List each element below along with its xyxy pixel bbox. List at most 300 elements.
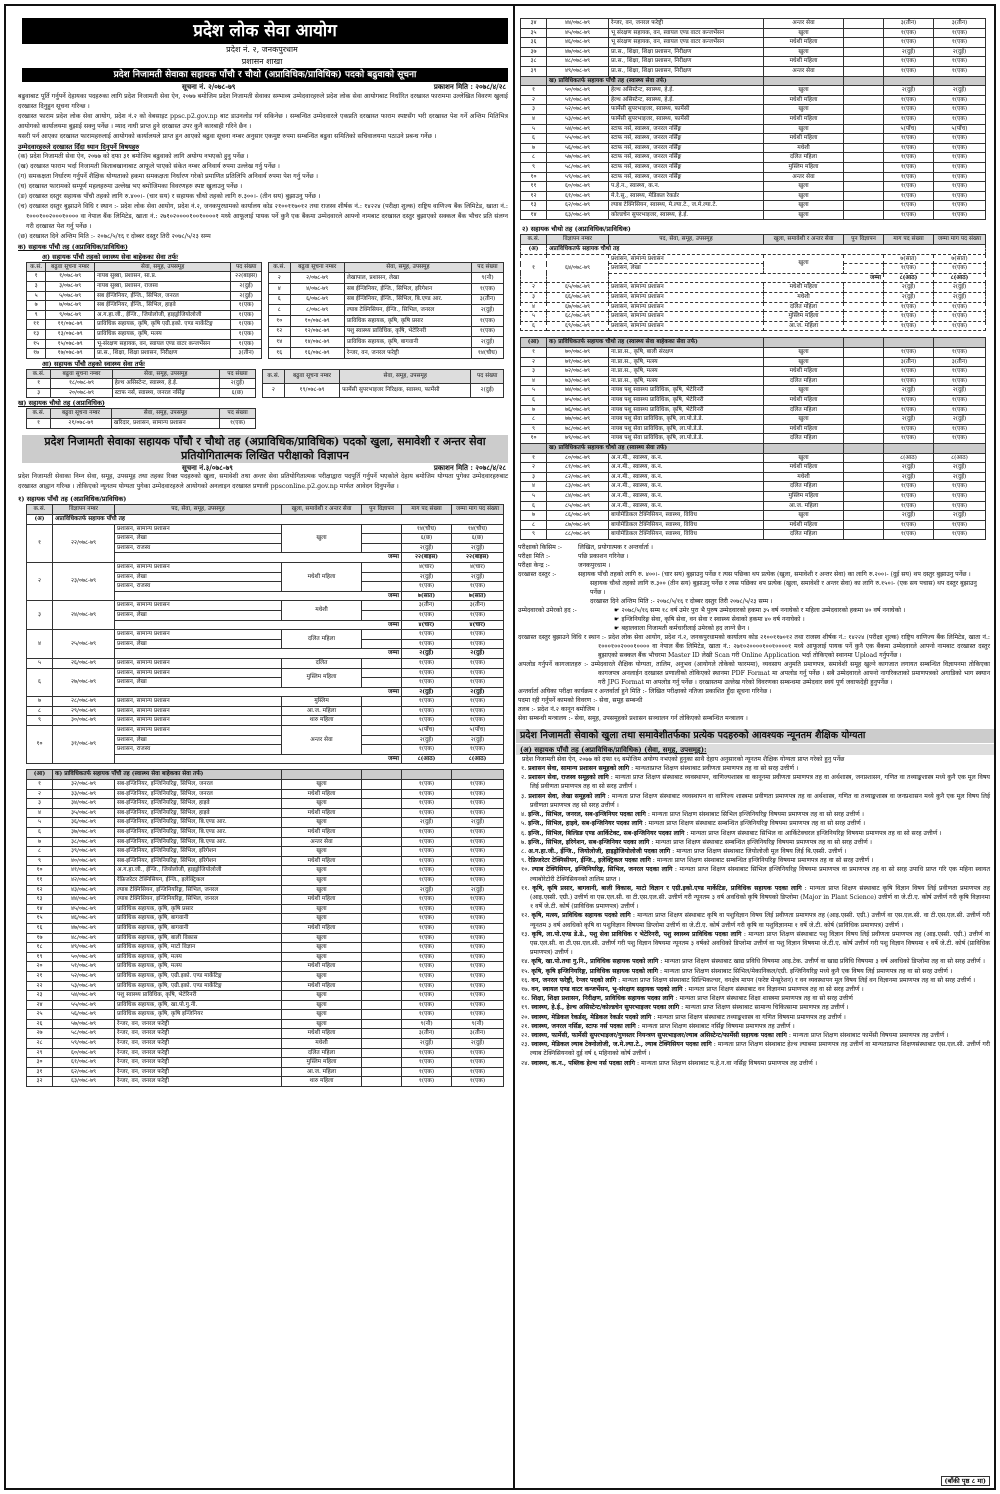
serial-number: ४ bbox=[27, 808, 53, 818]
ad-number: ७०/०७८-७९ bbox=[547, 348, 609, 358]
serial-number: ७ bbox=[521, 405, 547, 415]
serial-number: २ bbox=[263, 384, 285, 398]
service-group: बायोमेडिकल टेक्निसियन, स्वास्थ्य, विविध bbox=[609, 530, 764, 540]
notice1-title: प्रदेश निजामती सेवाका सहायक पाँचौ र चौथो (अप्राविधिक/प्राविधिक) पदको बढुवाको सूचना bbox=[22, 68, 508, 82]
readvertise-cell bbox=[844, 293, 884, 303]
column-header: माग पद संख्या bbox=[884, 235, 934, 245]
column-header: बढुवा सूचना नम्बर bbox=[51, 369, 112, 379]
qualification-number: २४. bbox=[521, 1059, 532, 1067]
ad-number: ५५/०७८-७९ bbox=[53, 1000, 115, 1010]
service-group: स्टाफ नर्स, स्वास्थ्य, जनरल नर्सिङ्ग bbox=[609, 162, 764, 172]
table-header-row bbox=[521, 235, 986, 245]
serial-number: २८ bbox=[27, 1039, 53, 1049]
table-row bbox=[521, 511, 986, 521]
readvertise-cell bbox=[844, 201, 884, 211]
category: खुला bbox=[764, 124, 844, 134]
qualification-text: : मान्यता प्राप्त शिक्षण संस्थाबाट फार्मेसी विषयमा प्रमाणपत्र तह उत्तीर्ण । bbox=[786, 1031, 949, 1039]
section-a: अ) सहायक पाँचौ तहको स्वास्थ्य सेवा बाहेकका सेवा तर्फः bbox=[42, 252, 178, 261]
service-group: नायब सुब्बा, प्रशासन, सा.प्र. bbox=[94, 272, 230, 282]
service-group: स्टाफ नर्स, स्वास्थ्य, जनरल नर्सिङ्ग bbox=[112, 388, 219, 398]
ad-number: ६७/०७८-७९ bbox=[547, 302, 609, 312]
post-count: ३(तीन) bbox=[231, 349, 262, 359]
table-row bbox=[521, 302, 986, 312]
ad-number: ५६/०७८-७९ bbox=[547, 143, 609, 153]
section-kha: ख) सहायक चौथो तह (अप्राविधिक) bbox=[18, 399, 106, 408]
section-title: अप्राविधिकतर्फ सहायक चौथो तह bbox=[547, 245, 986, 255]
table-row bbox=[521, 491, 986, 501]
service-group: सब ईन्जिनियर, ईन्जि., सिभिल, हाइवे bbox=[94, 301, 230, 311]
table-header-row bbox=[27, 409, 256, 419]
column-header: पद संख्या bbox=[220, 409, 256, 419]
total-demand-count: १(एक) bbox=[934, 302, 986, 312]
total-label: जम्मा bbox=[115, 553, 402, 563]
service-group: नायब पशु सेवा प्राविधिक, कृषि, ला.पो.डे.डे. bbox=[609, 424, 764, 434]
qualification-post: अ.ग.हा.जी., ईन्जि., जियोलोजी, हाइड्रोजियोलोजी पदका लागि bbox=[528, 847, 671, 855]
service-group: नायब पशु स्वास्थ्य प्राविधिक, कृषि, भेटेरिनरी bbox=[609, 405, 764, 415]
serial-number: ४ bbox=[521, 302, 547, 312]
serial-number: ३ bbox=[27, 388, 51, 398]
ad-number: ६१/०७८-७९ bbox=[547, 191, 609, 201]
post-count: २(दुई) bbox=[471, 337, 503, 348]
serial-number: १ bbox=[521, 86, 547, 96]
table-row bbox=[521, 386, 986, 396]
table-row bbox=[27, 808, 504, 818]
total-demand-count: १(एक) bbox=[934, 376, 986, 386]
total-demand-count: १(एक) bbox=[452, 1010, 504, 1020]
serial-number: ५ bbox=[27, 818, 53, 828]
category: अन्तर सेवा bbox=[764, 19, 844, 29]
table-header-row bbox=[269, 262, 504, 273]
category: खुला bbox=[764, 105, 844, 115]
qualification-item bbox=[516, 1031, 994, 1040]
ad-number: ५९/०७८-७९ bbox=[53, 1039, 115, 1049]
notice1-point: (छ) दरखास्त दिने अन्तिम मिति :- २०७८/५/१६ र दोब्बर दस्तुर तिरी २०७८/५/२३ सम्म bbox=[18, 232, 211, 240]
total-demand-count: २(दुई) bbox=[452, 543, 504, 553]
category: मधेशी महिला bbox=[764, 520, 844, 530]
readvertise-cell bbox=[362, 1000, 402, 1010]
demand-count: १(एक) bbox=[402, 630, 452, 640]
info-label bbox=[518, 579, 578, 597]
service-group: अ.न.मी., स्वास्थ्य, क.न. bbox=[609, 491, 764, 501]
total-demand-count: ८(आठ) bbox=[934, 453, 986, 463]
serial-number: ९ bbox=[521, 424, 547, 434]
service-group: स्टाफ नर्स, स्वास्थ्य, जनरल नर्सिङ्ग bbox=[609, 124, 764, 134]
total-value: ७(सात) bbox=[402, 591, 452, 601]
readvertise-cell bbox=[362, 971, 402, 981]
ad-number: ४५/०७८-७९ bbox=[547, 28, 609, 38]
serial-number: ३ bbox=[521, 367, 547, 377]
category: दलित महिला bbox=[764, 302, 844, 312]
total-demand-count: १(एक) bbox=[452, 981, 504, 991]
serial-number: ५ bbox=[521, 312, 547, 322]
readvertise-cell bbox=[362, 1058, 402, 1068]
service-group: प्रशासन, राजस्व bbox=[115, 543, 282, 553]
notice-number: ४/०७८-७९ bbox=[290, 284, 344, 295]
table-row bbox=[521, 153, 986, 163]
ad-number: ३०/०७८-७९ bbox=[53, 716, 115, 726]
empty-cell bbox=[934, 76, 986, 86]
table-row bbox=[27, 789, 504, 799]
sec1-table-wrapper bbox=[12, 504, 512, 1087]
readvertise-cell bbox=[844, 283, 884, 293]
category: खुला bbox=[764, 182, 844, 192]
service-group: प्रशासन, सामान्य प्रशासन bbox=[609, 321, 764, 331]
total-demand-count: १(एक) bbox=[452, 582, 504, 592]
readvertise-cell bbox=[362, 904, 402, 914]
qualification-number: २३. bbox=[521, 1041, 532, 1049]
service-group: प्रशासन, सामान्य प्रशासन bbox=[115, 658, 282, 668]
service-group: प्रा.स., शिक्षा, शिक्षा प्रशासन, निरीक्षण bbox=[609, 47, 764, 57]
readvertise-cell bbox=[362, 991, 402, 1001]
demand-count: २(दुई) bbox=[402, 543, 452, 553]
demand-count: १(एक) bbox=[884, 482, 934, 492]
demand-count: १(एक) bbox=[402, 745, 452, 755]
serial-number: १२ bbox=[27, 885, 53, 895]
table-row bbox=[521, 321, 986, 331]
table-row bbox=[521, 424, 986, 434]
service-group: प्राविधिक सहायक, कृषि, कृषि इन्जिनियर bbox=[115, 1010, 282, 1020]
table-kha-wrapper bbox=[12, 408, 512, 428]
post-count: ६(छ) bbox=[219, 388, 255, 398]
demand-count: २(दुई) bbox=[402, 1039, 452, 1049]
qualification-post: इन्जि., सिभिल, इरिगेशन, सब-इन्जिनियर पदका लागि bbox=[528, 838, 650, 846]
service-group: सब-इन्जिनियर, इन्जिनियरिङ्ग, सिभिल, हाइवे bbox=[115, 808, 282, 818]
service-group: स्टाफ नर्स, स्वास्थ्य, जनरल नर्सिङ्ग bbox=[609, 143, 764, 153]
total-value: ८(आठ) bbox=[402, 754, 452, 764]
table-header-row bbox=[27, 262, 262, 272]
qualification-number: ३. bbox=[521, 792, 529, 800]
category: दलित bbox=[282, 658, 362, 668]
demand-count: १(एक) bbox=[884, 162, 934, 172]
readvertise-cell bbox=[844, 143, 884, 153]
demand-count: १(एक) bbox=[884, 182, 934, 192]
ad-number: ६०/०७८-७९ bbox=[547, 182, 609, 192]
info-line bbox=[518, 543, 990, 552]
qualification-post: स्वास्थ्य, हे.ई., हेल्थ असिस्टेन्ट/कोल्डचेन सुपरभाइजर पदका लागि bbox=[531, 1004, 680, 1012]
demand-count: १(एक) bbox=[402, 981, 452, 991]
readvertise-cell bbox=[844, 386, 884, 396]
service-group: प्रशासन, सामान्य प्रशासन bbox=[609, 283, 764, 293]
qualification-item bbox=[516, 810, 994, 819]
readvertise-cell bbox=[844, 66, 884, 76]
notice-number: १०/०७८-७९ bbox=[290, 316, 344, 327]
demand-count: १(एक) bbox=[402, 847, 452, 857]
service-group: अ.ग.हा.जी., ईन्जि., जियोलोजी, हाइड्रोजियोलोजी bbox=[94, 310, 230, 320]
table-row bbox=[27, 601, 504, 611]
service-group: पशु स्वास्थ्य प्राविधिक, कृषि, भेटेरिनरी bbox=[115, 991, 282, 1001]
total-demand-count: १(एक) bbox=[934, 367, 986, 377]
column-header: पुन विज्ञापन bbox=[844, 235, 884, 245]
serial-number: ३ bbox=[521, 472, 547, 482]
table-row bbox=[27, 875, 504, 885]
service-group: प्रशासन, सामान्य प्रशासन bbox=[115, 726, 282, 736]
ad-number: २२/०७८-७९ bbox=[53, 524, 115, 562]
readvertise-cell bbox=[844, 57, 884, 67]
service-group: बायोमेडिकल टेक्निसियन, स्वास्थ्य, विविध bbox=[609, 511, 764, 521]
section-aa: आ) सहायक पाँचौ तहको स्वास्थ्य सेवा तर्फः bbox=[42, 359, 145, 368]
notice1-paragraph: यसरी पर्न आएका दरखास्त फारामहरुलाई आयोगको कार्यालयले प्राप्त हुन आएको बढुवा सूचना नम्बर अनुसार एकमुष्ट रुपमा सम्बन्धित बढुवा समितिको सचिवालयमा पठाउने प्रबन्ध गर्नेछ । bbox=[18, 132, 437, 140]
total-demand-count: १(एक) bbox=[452, 630, 504, 640]
table-row bbox=[27, 780, 504, 790]
table-row bbox=[27, 1058, 504, 1068]
table-row bbox=[27, 281, 262, 291]
category: खुला bbox=[764, 415, 844, 425]
qualification-number: ६. bbox=[521, 829, 529, 837]
category: खुला bbox=[282, 952, 362, 962]
total-demand-count: २(दुई) bbox=[452, 572, 504, 582]
table-row bbox=[521, 283, 986, 293]
readvertise-cell bbox=[362, 1048, 402, 1058]
demand-count: २(दुई) bbox=[402, 735, 452, 745]
qualification-text: : मान्यता प्राप्त शिक्षण संस्थाबाट सिभिल/मेकानिकल/एग्री. इन्जिनियरिङ्ग मध्ये कुनै एक विषय लिई प्रमाणपत्र तह वा सो सरह उत्तीर्ण । bbox=[658, 967, 953, 975]
ad-number: ४४/०७८-७९ bbox=[53, 895, 115, 905]
serial-number: १ bbox=[27, 419, 51, 429]
serial-number: ६ bbox=[27, 828, 53, 838]
demand-count: १(एक) bbox=[402, 952, 452, 962]
serial-number: २ bbox=[521, 283, 547, 293]
ad-number: ५४/०७८-७९ bbox=[53, 991, 115, 1001]
table-row bbox=[27, 885, 504, 895]
category: आ.ज. महिला bbox=[764, 501, 844, 511]
section-mark: (आ) bbox=[27, 770, 53, 780]
section-title: अप्राविधिकतर्फ सहायक पाँचौ तह bbox=[53, 515, 504, 525]
category: मधेशी bbox=[764, 472, 844, 482]
qualification-post: प्रशासन सेवा, लेखा समूहको लागि bbox=[528, 792, 606, 800]
table-row bbox=[27, 914, 504, 924]
ad-number: २३/०७८-७९ bbox=[53, 562, 115, 600]
category: खुला bbox=[282, 524, 362, 553]
demand-count: १(एक) bbox=[402, 866, 452, 876]
column-divider bbox=[513, 6, 515, 1488]
category: खुला bbox=[764, 210, 844, 220]
qualification-post: वन, जनरल फरेष्ट्री, रेन्जर पदको लागि bbox=[531, 976, 617, 984]
sec2-title: २) सहायक चौथो तह (अप्राविधिक/प्राविधिक) bbox=[522, 225, 631, 234]
service-group: बायोमेडिकल टेक्निसियन, स्वास्थ्य, विविध bbox=[609, 520, 764, 530]
info-label: परीक्षा मिति :- bbox=[518, 552, 551, 560]
qualification-item bbox=[516, 976, 994, 985]
total-label: जम्मा bbox=[115, 591, 402, 601]
notice1-paragraph: दरखास्त फाराम प्रदेश लोक सेवा आयोग, प्रदेश नं.२ को वेबसाइट ppsc.p2.gov.np बाट डाउनलोड गर्न सकिनेछ । सम्बन्धित उम्मेदवारले एकप्रति दरखास्त फाराम स्पष्टसँग भरी दरखास्त पेश गर्ने अन्तिम मितिभित्र आयोगको कार्यालयमा बुझाई सक्नु पर्नेछ । म्याद नाघी प्राप्त हुने दरखास्त उपर कुनै कारबाही गरिने छैन । bbox=[18, 112, 508, 130]
ad-number: ६८/०७८-७९ bbox=[547, 312, 609, 322]
readvertise-cell bbox=[362, 933, 402, 943]
demand-count: १(एक) bbox=[884, 501, 934, 511]
qualification-number: १४. bbox=[521, 958, 532, 966]
readvertise-cell bbox=[844, 367, 884, 377]
category: मधेशी महिला bbox=[282, 808, 362, 818]
qualification-item bbox=[516, 764, 994, 773]
total-value: ४(चार) bbox=[402, 620, 452, 630]
notice-number: १७/०७८-७९ bbox=[46, 349, 95, 359]
empty-cell bbox=[402, 770, 452, 780]
notice-number: २/०७८-७९ bbox=[290, 273, 344, 284]
age-point bbox=[614, 615, 905, 624]
table-row bbox=[27, 837, 504, 847]
category: मधेशी महिला bbox=[282, 981, 362, 991]
qualification-number: २२. bbox=[521, 1031, 532, 1039]
category: खुला bbox=[764, 254, 844, 273]
qualification-number: १३. bbox=[521, 930, 532, 938]
service-group: सब ईन्जिनियर, ईन्जि., सिभिल, बि.एण्ड आर. bbox=[344, 294, 471, 305]
demand-count: १(एक) bbox=[402, 582, 452, 592]
demand-count: २(दुई) bbox=[884, 86, 934, 96]
table-row bbox=[27, 904, 504, 914]
total-demand-count: १(एक) bbox=[452, 847, 504, 857]
total-demand-count: १(एक) bbox=[452, 668, 504, 678]
service-group: प्राविधिक सहायक, कृषि, बागवानी bbox=[115, 923, 282, 933]
demand-count: १(एक) bbox=[884, 530, 934, 540]
ad-number: ८३/०७८-७९ bbox=[547, 482, 609, 492]
category: अन्तर सेवा bbox=[282, 837, 362, 847]
readvertise-cell bbox=[844, 424, 884, 434]
serial-number: २ bbox=[521, 357, 547, 367]
upload-docs-text: उम्मेदवारले शैक्षिक योग्यता, तालिम, अनुभव (आयोगले तोकेको फारममा), व्यवसाय अनुमति प्रमाणपत्र, समावेशी समूह खुल्ने कागजात लगायत सम्बन्धित विज्ञापनमा तोकिएका कागजपत्र अनलाईन दरखास्त प्रणालीको तोकिएको स्थानमा PDF Format मा अपलोड गर्नु पर्नेछ । सबै उम्मेदवारले आफ्नो नागरिकताको प्रमाणपत्रको अगाडिको भाग स्क्यान गरी JPG Format मा अपलोड गर्नु पर्नेछ । दरखास्तमा उल्लेख गरेको विवरणका सम्बन्धमा उम्मेदवार स्वयं पूर्ण जवाफदेही हुनुपर्नेछ । bbox=[591, 660, 990, 686]
readvertise-cell bbox=[844, 415, 884, 425]
ad-number: ४४/०७८-७९ bbox=[547, 19, 609, 29]
total-demand-count: १(एक) bbox=[934, 530, 986, 540]
notice1-point: (ङ) दरखास्त दस्तुर सहायक पाँचौ तहको लागि रु.४००।- (चार सय) र सहायक चौथो तहको लागि रु.३००।- (तीन सय) बुझाउनु पर्नेछ । bbox=[18, 192, 321, 200]
category: दलित महिला bbox=[282, 1048, 362, 1058]
serial-number: १६ bbox=[27, 923, 53, 933]
table-row bbox=[27, 1000, 504, 1010]
table-row bbox=[27, 388, 256, 398]
qualifications-subtitle: (अ) सहायक पाँचौ तह (अप्राविधिक/प्राविधिक) (सेवा, समूह, उपसमूह): bbox=[516, 744, 994, 755]
total-demand-count: २(दुई) bbox=[452, 735, 504, 745]
serial-number: २३ bbox=[27, 991, 53, 1001]
total-demand-count: २(दुई) bbox=[934, 472, 986, 482]
table-row bbox=[27, 419, 256, 429]
qualification-number: १. bbox=[521, 765, 529, 773]
table-row bbox=[521, 357, 986, 367]
readvertise-cell bbox=[362, 543, 402, 553]
column-header: पद संख्या bbox=[219, 369, 255, 379]
qualification-post: इन्जि., सिभिल, हाइवे, सब-इन्जिनियर पदका लागि bbox=[528, 820, 643, 828]
ad-number: २५/०७८-७९ bbox=[53, 630, 115, 659]
serial-number: ३ bbox=[27, 281, 46, 291]
total-demand-count: २(दुई) bbox=[934, 511, 986, 521]
demand-count: १(एक) bbox=[402, 639, 452, 649]
demand-count: २(दुई) bbox=[884, 511, 934, 521]
serial-number: ८ bbox=[521, 415, 547, 425]
table-row bbox=[521, 434, 986, 444]
readvertise-cell bbox=[844, 482, 884, 492]
table-row bbox=[27, 320, 262, 330]
table-row bbox=[27, 1067, 504, 1077]
demand-count: १(एक) bbox=[402, 610, 452, 620]
qualification-post: ल्याब टेक्निसियन, इन्जिनियरिङ्ग, सिभिल, जनरल पदका लागि bbox=[531, 866, 673, 874]
serial-number: ८ bbox=[521, 153, 547, 163]
service-group: स्टाफ नर्स, स्वास्थ्य, जनरल नर्सिङ्ग bbox=[609, 153, 764, 163]
category: थारु महिला bbox=[282, 1077, 362, 1087]
category: मधेशी महिला bbox=[764, 424, 844, 434]
table-row bbox=[521, 134, 986, 144]
service-group: कोल्डचेन सुपरभाइजर, स्वास्थ्य, हे.ई. bbox=[609, 210, 764, 220]
table-row bbox=[521, 105, 986, 115]
column-header: क.सं. bbox=[269, 262, 291, 273]
ad-number: ५३/०७८-७९ bbox=[53, 981, 115, 991]
category: मधेशी bbox=[282, 601, 362, 620]
total-demand-count: १(एक) bbox=[452, 658, 504, 668]
category: खुला bbox=[764, 86, 844, 96]
upload-docs-label: अपलोड गर्नुपर्ने कागजातहरु :- bbox=[518, 660, 592, 668]
serial-number: ७ bbox=[521, 143, 547, 153]
fee-method-label: दरखास्त दस्तुर बुझाउने विधि र स्थान :- bbox=[518, 633, 609, 641]
service-group: ना.प्रा.स., कृषि, मत्स्य bbox=[609, 357, 764, 367]
qualification-item bbox=[516, 847, 994, 856]
notice-page bbox=[4, 4, 996, 1490]
service-group: फार्मेसी सुपरभाइजर, स्वास्थ्य, फार्मेसी bbox=[609, 114, 764, 124]
table-row bbox=[521, 395, 986, 405]
serial-number: १ bbox=[27, 780, 53, 790]
category: खुला bbox=[282, 971, 362, 981]
info-label: परीक्षा केन्द्र :- bbox=[518, 561, 550, 569]
category: मधेशी महिला bbox=[764, 134, 844, 144]
qualification-post: स्वास्थ्य, मेडिकल रेकर्डस्, मेडिकल रेकर्डर पदको लागि bbox=[531, 1013, 652, 1021]
total-demand-count: १(एक) bbox=[934, 348, 986, 358]
readvertise-cell bbox=[362, 534, 402, 544]
table-row bbox=[521, 405, 986, 415]
qualification-post: कृषि, मत्स्य, प्राविधिक सहायक पदको लागि bbox=[531, 912, 631, 920]
demand-count: ४(चार) bbox=[402, 562, 452, 572]
ad-number: ४६/०७८-७९ bbox=[53, 914, 115, 924]
total-demand-count: ५(पाँच) bbox=[452, 726, 504, 736]
table-row bbox=[27, 562, 504, 572]
total-demand-count: १(एक) bbox=[934, 28, 986, 38]
notice-number: १६/०७८-७९ bbox=[290, 348, 344, 359]
service-group: ल्याब टेक्निसियन, स्वास्थ्य, मे.ल्या.टे., ज.मे.ल्या.टे. bbox=[609, 201, 764, 211]
serial-number: १० bbox=[27, 866, 53, 876]
post-count: १(एक) bbox=[220, 419, 256, 429]
demand-count: १(एक) bbox=[402, 914, 452, 924]
service-group: प्रशासन, सामान्य प्रशासन bbox=[115, 706, 282, 716]
age-points bbox=[614, 606, 905, 633]
serial-number: १ bbox=[521, 453, 547, 463]
service-group: अ.न.मी., स्वास्थ्य, क.न. bbox=[609, 472, 764, 482]
total-value: २२(बाइस) bbox=[452, 553, 504, 563]
service-group: प्रशासन, सामान्य प्रशासन bbox=[609, 254, 764, 264]
service-group: प्रशासन, राजस्व bbox=[115, 582, 282, 592]
table-row bbox=[27, 697, 504, 707]
ad-number: ५०/०७८-७९ bbox=[547, 86, 609, 96]
readvertise-cell bbox=[844, 312, 884, 322]
table-row bbox=[521, 191, 986, 201]
readvertise-cell bbox=[362, 866, 402, 876]
column-header: पद संख्या bbox=[231, 262, 262, 272]
serial-number: ११ bbox=[27, 320, 46, 330]
table-row bbox=[521, 86, 986, 96]
readvertise-cell bbox=[362, 630, 402, 640]
readvertise-cell bbox=[844, 302, 884, 312]
readvertise-cell bbox=[844, 434, 884, 444]
exam-info bbox=[516, 540, 994, 723]
table-row bbox=[521, 210, 986, 220]
total-demand-count: १(एक) bbox=[452, 856, 504, 866]
table-row bbox=[521, 463, 986, 473]
total-demand-count: १(एक) bbox=[452, 837, 504, 847]
table-row bbox=[27, 923, 504, 933]
age-point-text: बहालवाला निजामती कर्मचारीलाई उमेरको हद लाग्ने छैन । bbox=[621, 624, 750, 632]
service-group: रेन्जर, वन, जनरल फरेष्ट्री bbox=[115, 1019, 282, 1029]
section-title: क) प्राविधिकतर्फ सहायक पाँचौ तह (स्वास्थ्य सेवा बाहेकका सेवा तर्फ) bbox=[53, 770, 282, 780]
qualification-number: २०. bbox=[521, 1013, 532, 1021]
service-group: प्रा.स., शिक्षा, शिक्षा प्रशासन, निरीक्षण bbox=[94, 349, 230, 359]
service-group: प्रशासन, सामान्य प्रशासन bbox=[115, 562, 282, 572]
readvertise-cell bbox=[362, 1010, 402, 1020]
service-group: प्रा.स., शिक्षा, शिक्षा प्रशासन, निरीक्षण bbox=[609, 57, 764, 67]
total-demand-count: १(एक) bbox=[452, 991, 504, 1001]
serial-number: १४ bbox=[521, 210, 547, 220]
notice-number: २१/०७८-७९ bbox=[51, 419, 112, 429]
total-demand-count: १(एक) bbox=[934, 482, 986, 492]
